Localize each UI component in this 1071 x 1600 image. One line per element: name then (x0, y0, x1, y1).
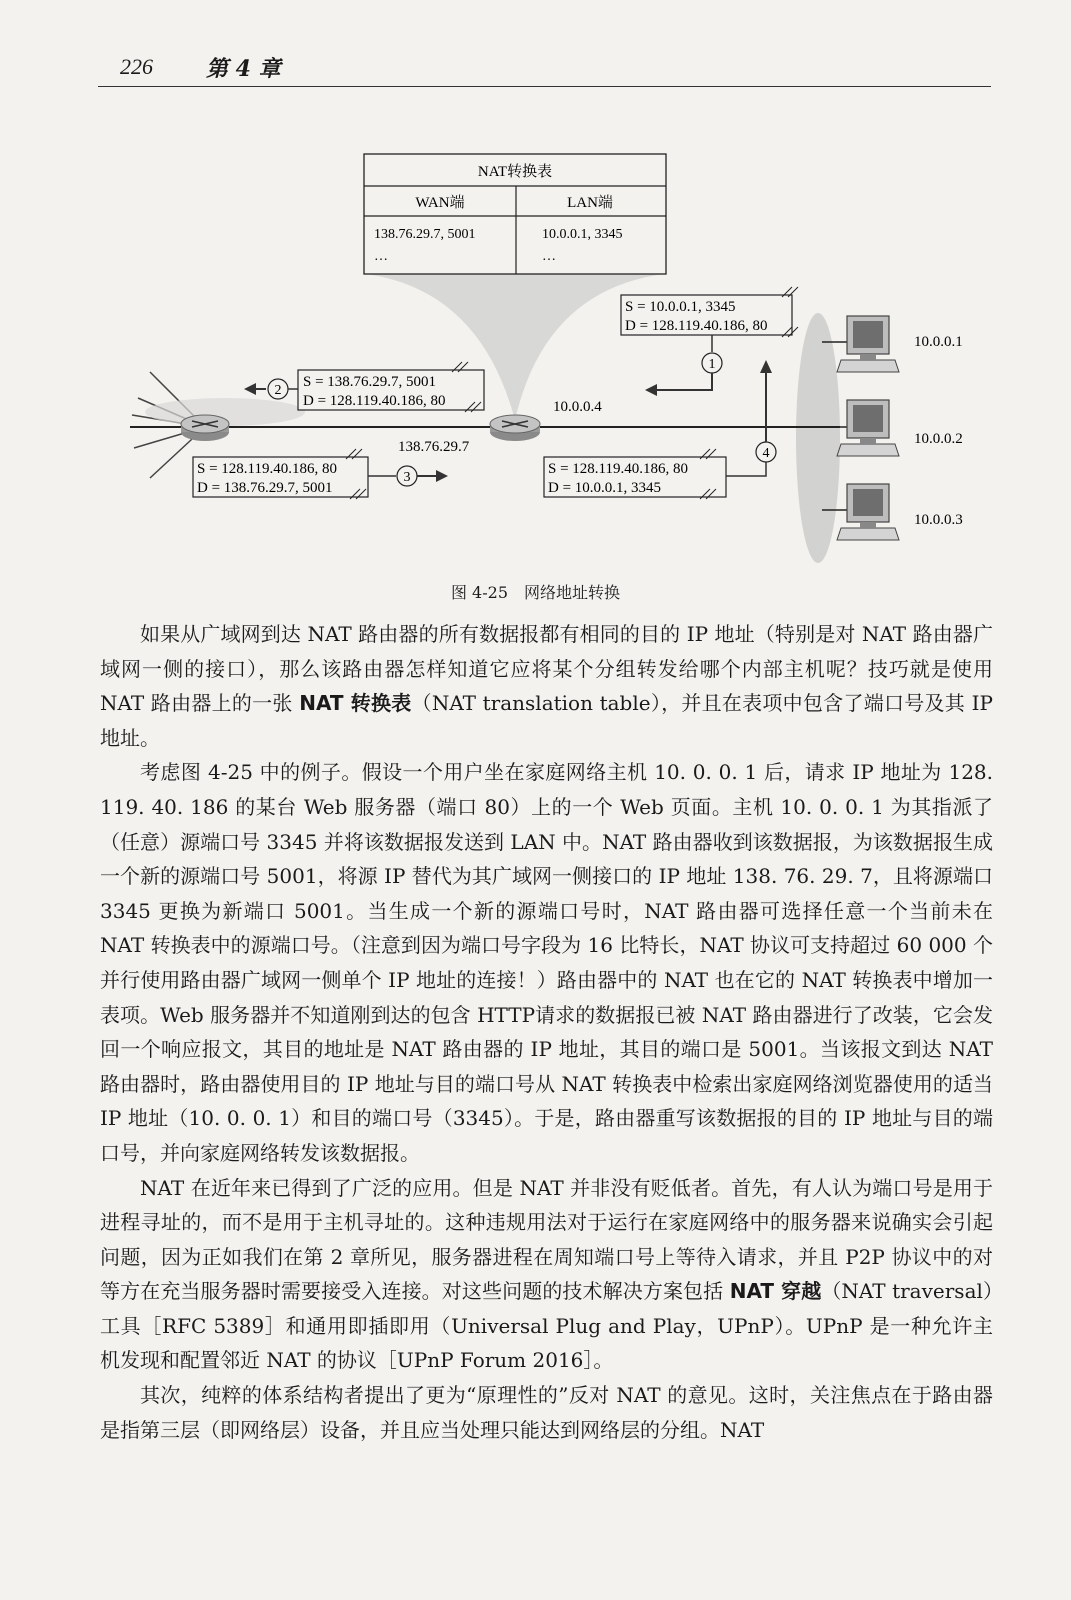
nat-lan-ip: 10.0.0.4 (553, 399, 602, 415)
packet-4-dest: D = 10.0.0.1, 3345 (548, 480, 662, 496)
step-2-marker (244, 379, 298, 399)
paragraph-3-text-b: （NAT traversal）工具［RFC 5389］和通用即插即用（Universal Plug and Play，UPnP）。UPnP 是一种允许主机发现和配置邻近 NAT 的协议［UPnP Forum 2016］。 (100, 1279, 993, 1373)
nat-wan-ip: 138.76.29.7 (398, 439, 470, 455)
computer-icon (837, 400, 899, 456)
host-3-ip: 10.0.0.3 (914, 512, 963, 528)
packet-2-box (298, 362, 484, 412)
nat-router-icon (490, 415, 540, 441)
paragraph-3 (100, 1171, 993, 1379)
nat-table-title: NAT转换表 (477, 164, 553, 180)
nat-diagram (0, 0, 1071, 600)
packet-4-source: S = 128.119.40.186, 80 (548, 461, 688, 477)
nat-table-wan-ellipsis: … (374, 249, 388, 264)
step-4-marker (726, 360, 776, 476)
nat-table-col-wan: WAN端 (415, 195, 465, 211)
packet-2-source: S = 138.76.29.7, 5001 (303, 374, 437, 390)
packet-1-dest: D = 128.119.40.186, 80 (625, 318, 768, 334)
computer-icon (837, 316, 899, 372)
step-1-marker (645, 335, 722, 396)
host-2-ip: 10.0.0.2 (914, 431, 963, 447)
nat-table-lan-entry: 10.0.0.1, 3345 (542, 227, 623, 242)
step-3-label: 3 (403, 470, 411, 485)
term-nat-traversal: NAT 穿越 (729, 1279, 822, 1304)
step-2-label: 2 (274, 383, 282, 398)
nat-table (364, 154, 666, 274)
nat-table-col-lan: LAN端 (567, 195, 613, 211)
nat-table-lan-ellipsis: … (542, 249, 556, 264)
chapter-label: 第 4 章 (206, 56, 281, 82)
nat-table-wan-entry: 138.76.29.7, 5001 (374, 227, 476, 242)
paragraph-3-text-a: NAT 在近年来已得到了广泛的应用。但是 NAT 并非没有贬低者。首先，有人认为端口号是用于进程寻址的，而不是用于主机寻址的。这种违规用法对于运行在家庭网络中的服务器来说确实会引起问题，因为正如我们在第 2 章所见，服务器进程在周知端口号上等待入请求，并且 P2P 协议中的对等方在充当服务器时需要接受入连接。对这些问题的技术解决方案包括 (100, 1175, 993, 1304)
paragraph-1 (100, 617, 993, 755)
step-3-marker (368, 466, 448, 486)
page-number: 226 (120, 54, 153, 79)
paragraph-2: 考虑图 4-25 中的例子。假设一个用户坐在家庭网络主机 10. 0. 0. 1 后，请求 IP 地址为 128. 119. 40. 186 的某台 Web 服务器（端口 80）上的一个 Web 页面。主机 10. 0. 0. 1 为其指派了（任意）源端口号 3345 并将该数据报发送到 LAN 中。NAT 路由器收到该数据报，为该数据报生成一个新的源端口号 5001，将源 IP 替代为其广域网一侧接口的 IP 地址 138. 76. 29. 7，且将源端口 3345 更换为新端口 5001。当生成一个新的源端口号时，NAT 路由器可选择任意一个当前未在 NAT 转换表中的源端口号。（注意到因为端口号字段为 16 比特长，NAT 协议可支持超过 60 000 个并行使用路由器广域网一侧单个 IP 地址的连接！）路由器中的 NAT 也在它的 NAT 转换表中增加一表项。Web 服务器并不知道刚到达的包含 HTTP请求的数据报已被 NAT 路由器进行了改装，它会发回一个响应报文，其目的地址是 NAT 路由器的 IP 地址，其目的端口是 5001。当该报文到达 NAT 路由器时，路由器使用目的 IP 地址与目的端口号从 NAT 转换表中检索出家庭网络浏览器使用的适当 IP 地址（10. 0. 0. 1）和目的端口号（3345）。于是，路由器重写该数据报的目的 IP 地址与目的端口号，并向家庭网络转发该数据报。 (100, 760, 993, 1165)
internet-router-icon (181, 415, 229, 441)
paragraph-1-text-b: （NAT translation table），并且在表项中包含了端口号及其 IP 地址。 (100, 691, 993, 750)
computer-icon (837, 484, 899, 540)
packet-1-source: S = 10.0.0.1, 3345 (625, 299, 736, 315)
step-4-label: 4 (762, 446, 770, 461)
body-text (100, 617, 993, 1447)
paragraph-1-text-a: 如果从广域网到达 NAT 路由器的所有数据报都有相同的目的 IP 地址（特别是对 NAT 路由器广域网一侧的接口），那么该路由器怎样知道它应将某个分组转发给哪个内部主机呢？技巧就是使用 NAT 路由器上的一张 (100, 622, 993, 716)
packet-1-box (621, 287, 798, 337)
lan-ellipse (796, 313, 840, 563)
paragraph-4: 其次，纯粹的体系结构者提出了更为“原理性的”反对 NAT 的意见。这时，关注焦点在于路由器是指第三层（即网络层）设备，并且应当处理只能达到网络层的分组。NAT (100, 1383, 993, 1442)
host-1-ip: 10.0.0.1 (914, 334, 963, 350)
packet-3-box (193, 449, 368, 499)
packet-4-box (544, 449, 726, 499)
term-nat-translation-table: NAT 转换表 (299, 691, 412, 716)
step-1-label: 1 (708, 357, 716, 372)
packet-2-dest: D = 128.119.40.186, 80 (303, 393, 446, 409)
packet-3-source: S = 128.119.40.186, 80 (197, 461, 337, 477)
figure-caption: 图 4-25 网络地址转换 (450, 583, 621, 602)
packet-3-dest: D = 138.76.29.7, 5001 (197, 480, 333, 496)
